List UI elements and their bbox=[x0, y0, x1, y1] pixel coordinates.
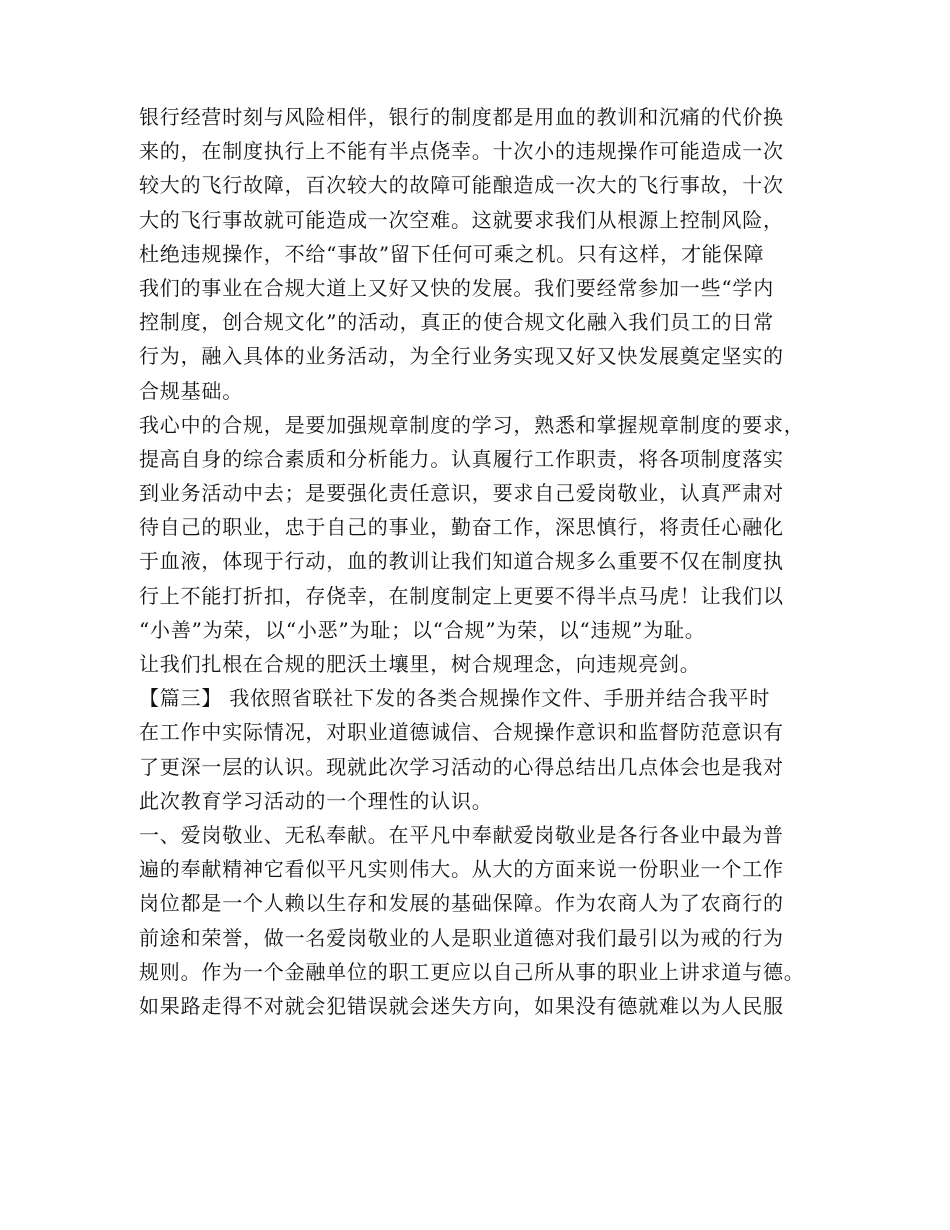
text-line: “小善”为荣，以“小恶”为耻；以“合规”为荣，以“违规”为耻。 bbox=[139, 617, 706, 642]
text-line: 前途和荣誉，做一名爱岗敬业的人是职业道德对我们最引以为戒的行为 bbox=[139, 925, 784, 950]
text-line: 控制度，创合规文化”的活动，真正的使合规文化融入我们员工的日常 bbox=[139, 310, 775, 335]
text-line: 提高自身的综合素质和分析能力。认真履行工作职责，将各项制度落实 bbox=[139, 446, 784, 471]
text-line: 银行经营时刻与风险相伴，银行的制度都是用血的教训和沉痛的代价换 bbox=[139, 105, 784, 129]
text-line: 【篇三】 我依照省联社下发的各类合规操作文件、手册并结合我平时 bbox=[139, 686, 771, 711]
text-line: 我们的事业在合规大道上又好又快的发展。我们要经常参加一些“学内 bbox=[139, 275, 775, 300]
text-line: 待自己的职业，忠于自己的事业，勤奋工作，深思慎行，将责任心融化 bbox=[139, 515, 784, 540]
text-line: 我心中的合规，是要加强规章制度的学习，熟悉和掌握规章制度的要求， bbox=[139, 412, 805, 437]
text-line: 合规基础。 bbox=[139, 378, 243, 403]
text-line: 行为，融入具体的业务活动，为全行业务实现又好又快发展奠定坚实的 bbox=[139, 344, 784, 369]
text-line: 了更深一层的认识。现就此次学习活动的心得总结出几点体会也是我对 bbox=[139, 754, 784, 779]
text-line: 岗位都是一个人赖以生存和发展的基础保障。作为农商人为了农商行的 bbox=[139, 891, 784, 916]
text-line: 一、爱岗敬业、无私奉献。在平凡中奉献爱岗敬业是各行各业中最为普 bbox=[139, 822, 784, 847]
text-line: 于血液，体现于行动，血的教训让我们知道合规多么重要不仅在制度执 bbox=[139, 549, 784, 574]
text-line: 较大的飞行故障，百次较大的故障可能酿造成一次大的飞行事故，十次 bbox=[139, 173, 784, 198]
text-line: 规则。作为一个金融单位的职工更应以自己所从事的职业上讲求道与德。 bbox=[139, 959, 805, 984]
document-body bbox=[139, 100, 829, 1023]
text-line: 让我们扎根在合规的肥沃土壤里，树合规理念，向违规亮剑。 bbox=[139, 652, 701, 676]
text-line: 大的飞行事故就可能造成一次空难。这就要求我们从根源上控制风险， bbox=[139, 207, 784, 232]
text-line: 在工作中实际情况，对职业道德诚信、合规操作意识和监督防范意识有 bbox=[139, 720, 784, 745]
text-line: 行上不能打折扣，存侥幸，在制度制定上更要不得半点马虎！让我们以 bbox=[139, 583, 784, 608]
text-line: 如果路走得不对就会犯错误就会迷失方向，如果没有德就难以为人民服 bbox=[139, 993, 784, 1018]
text-line: 到业务活动中去；是要强化责任意识，要求自己爱岗敬业，认真严肃对 bbox=[139, 481, 784, 506]
text-line: 遍的奉献精神它看似平凡实则伟大。从大的方面来说一份职业一个工作 bbox=[139, 857, 784, 882]
text-line: 此次教育学习活动的一个理性的认识。 bbox=[139, 788, 493, 813]
text-line: 来的，在制度执行上不能有半点侥幸。十次小的违规操作可能造成一次 bbox=[139, 139, 784, 164]
text-line: 杜绝违规操作，不给“事故”留下任何可乘之机。只有这样，才能保障 bbox=[139, 241, 765, 266]
